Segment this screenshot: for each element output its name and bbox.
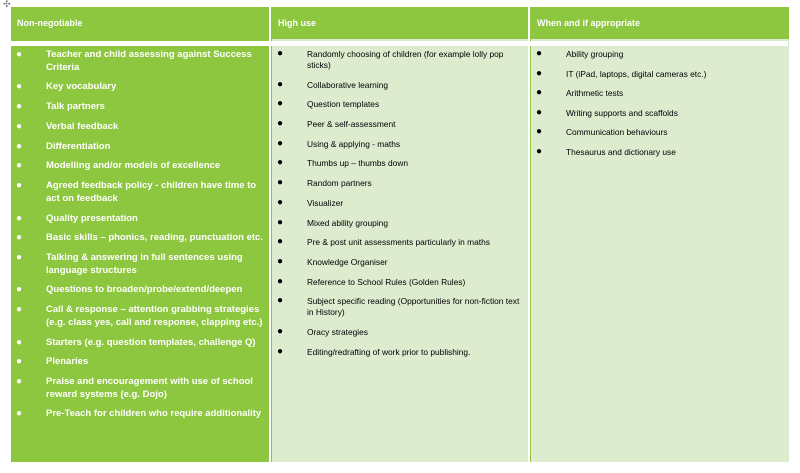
list-item-text: Ability grouping (566, 49, 624, 59)
list-item-text: Using & applying - maths (307, 138, 401, 149)
list-item-text: Agreed feedback policy - children have time to act on feedback (46, 180, 257, 204)
bullet-icon: ● (16, 232, 23, 244)
list-item (272, 327, 529, 338)
header-separator (11, 41, 788, 46)
bullet-icon: ● (16, 376, 23, 388)
list-item (272, 80, 529, 91)
list-item (272, 296, 529, 318)
bullet-icon: ● (277, 325, 284, 337)
list-item-text: Quality presentation (46, 212, 138, 224)
list-item-text: Random partners (307, 178, 372, 189)
list-item (272, 49, 529, 71)
bullet-icon: ● (16, 160, 23, 172)
list-item (11, 180, 269, 205)
bullet-icon: ● (16, 120, 23, 132)
list-item (272, 237, 529, 248)
item-list (272, 49, 529, 366)
list-item-text: Pre & post unit assessments particularly in maths (307, 237, 490, 248)
list-item-text: IT (iPad, laptops, digital cameras etc.) (566, 68, 707, 79)
bullet-icon: ● (536, 145, 543, 157)
bullet-icon: ● (277, 255, 284, 267)
bullet-icon: ● (277, 98, 284, 110)
bullet-icon: ● (277, 78, 284, 90)
list-item (531, 108, 789, 119)
list-item-text: Visualizer (307, 197, 344, 208)
list-item-text: Thumbs up – thumbs down (307, 158, 409, 169)
bullet-icon: ● (277, 118, 284, 130)
bullet-icon: ● (16, 356, 23, 368)
list-item (531, 127, 789, 138)
list-item (272, 178, 529, 189)
column-when-appropriate (530, 7, 789, 462)
list-item-text: Talk partners (46, 101, 105, 113)
list-item-text: Modelling and/or models of excellence (46, 160, 221, 172)
bullet-icon: ● (16, 252, 23, 264)
bullet-icon: ● (536, 87, 543, 99)
list-item (272, 277, 529, 288)
bullet-icon: ● (277, 295, 284, 307)
list-item (531, 147, 789, 158)
table-anchor-icon[interactable]: ✣ (3, 0, 11, 10)
list-item-text: Oracy strategies (307, 326, 368, 337)
bullet-icon: ● (536, 48, 543, 59)
list-item (272, 198, 529, 209)
bullet-icon: ● (16, 101, 23, 113)
list-item-text: Communication behaviours (566, 127, 668, 138)
list-item-text: Collaborative learning (307, 79, 389, 90)
bullet-icon: ● (277, 157, 284, 169)
column-high-use (271, 7, 529, 462)
column-header: High use (272, 7, 529, 39)
list-item (11, 304, 269, 329)
list-item (531, 88, 789, 99)
column-non-negotiable (11, 7, 269, 462)
list-item-text: Subject specific reading (Opportunities for non-fiction text in History) (307, 296, 520, 318)
list-item (11, 213, 269, 226)
list-item-text: Mixed ability grouping (307, 217, 389, 228)
list-item-text: Call & response – attention grabbing strategies (e.g. class yes, call and response, clapping etc.) (46, 304, 263, 328)
bullet-icon: ● (16, 408, 23, 420)
list-item-text: Arithmetic tests (566, 88, 624, 99)
bullet-icon: ● (16, 212, 23, 224)
list-item (272, 257, 529, 268)
list-item-text: Thesaurus and dictionary use (566, 146, 676, 157)
bullet-icon: ● (277, 216, 284, 228)
bullet-icon: ● (277, 275, 284, 287)
list-item-text: Editing/redrafting of work prior to publishing. (307, 346, 471, 357)
bullet-icon: ● (16, 140, 23, 152)
column-header: When and if appropriate (531, 7, 789, 39)
list-item-text: Talking & answering in full sentences using language structures (46, 252, 243, 276)
list-item (11, 81, 269, 94)
list-item-text: Writing supports and scaffolds (566, 107, 678, 118)
list-item-text: Knowledge Organiser (307, 256, 388, 267)
list-item-text: Praise and encouragement with use of school reward systems (e.g. Dojo) (46, 376, 253, 400)
strategy-table (11, 7, 788, 462)
bullet-icon: ● (277, 177, 284, 189)
list-item-text: Basic skills – phonics, reading, punctuation etc. (46, 232, 263, 244)
bullet-icon: ● (16, 304, 23, 316)
list-item (272, 119, 529, 130)
list-item (531, 69, 789, 80)
bullet-icon: ● (16, 180, 23, 192)
list-item (272, 139, 529, 150)
list-item (11, 376, 269, 401)
list-item (11, 337, 269, 350)
item-list (11, 49, 269, 428)
bullet-icon: ● (536, 106, 543, 118)
item-list (531, 49, 789, 167)
bullet-icon: ● (277, 345, 284, 357)
list-item (11, 121, 269, 134)
list-item (272, 99, 529, 110)
list-item (531, 49, 789, 60)
list-item (272, 158, 529, 169)
bullet-icon: ● (16, 284, 23, 296)
bullet-icon: ● (277, 137, 284, 149)
list-item (11, 49, 269, 74)
list-item-text: Key vocabulary (46, 81, 117, 93)
list-item-text: Teacher and child assessing against Success Criteria (46, 49, 252, 73)
list-item (11, 408, 269, 421)
list-item (272, 218, 529, 229)
list-item-text: Question templates (307, 99, 380, 110)
bullet-icon: ● (536, 67, 543, 79)
list-item-text: Verbal feedback (46, 120, 119, 132)
list-item-text: Pre-Teach for children who require additionality (46, 408, 262, 420)
column-header: Non-negotiable (11, 7, 269, 39)
list-item (11, 160, 269, 173)
bullet-icon: ● (277, 196, 284, 208)
bullet-icon: ● (16, 81, 23, 93)
list-item-text: Starters (e.g. question templates, challenge Q) (46, 336, 256, 348)
list-item (11, 284, 269, 297)
list-item (272, 347, 529, 358)
list-item-text: Questions to broaden/probe/extend/deepen (46, 284, 243, 296)
list-item-text: Randomly choosing of children (for example lolly pop sticks) (307, 49, 504, 70)
list-item-text: Peer & self-assessment (307, 119, 396, 130)
list-item (11, 101, 269, 114)
bullet-icon: ● (16, 49, 23, 60)
column-divider (528, 7, 530, 462)
bullet-icon: ● (277, 48, 284, 59)
list-item (11, 141, 269, 154)
list-item-text: Differentiation (46, 140, 111, 152)
list-item-text: Plenaries (46, 356, 89, 368)
list-item-text: Reference to School Rules (Golden Rules) (307, 276, 466, 287)
bullet-icon: ● (277, 236, 284, 248)
bullet-icon: ● (536, 126, 543, 138)
list-item (11, 252, 269, 277)
column-divider (269, 7, 271, 462)
list-item (11, 232, 269, 245)
bullet-icon: ● (16, 336, 23, 348)
list-item (11, 356, 269, 369)
